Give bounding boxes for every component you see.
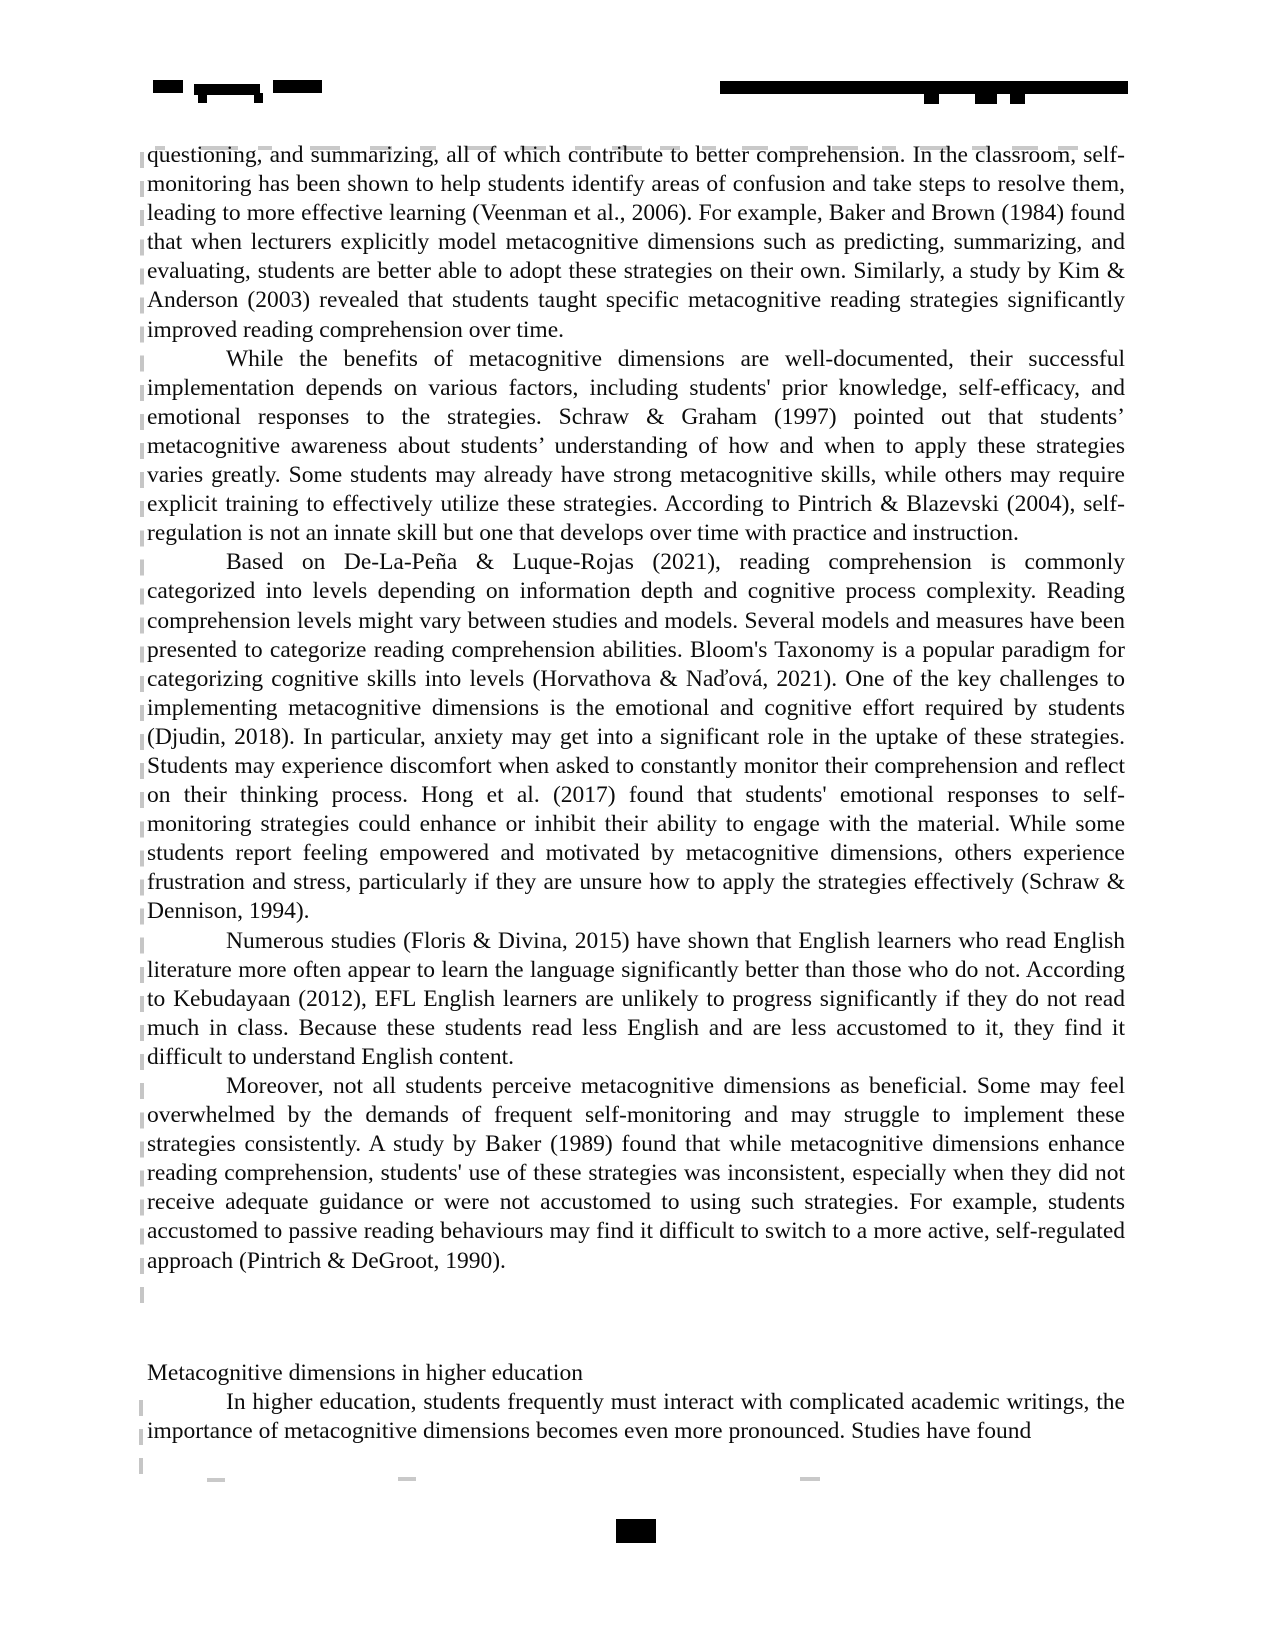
header-redaction-bar-left-1 <box>153 80 183 93</box>
paragraph: In higher education, students frequently must interact with complicated academic writings, the importance of metacognitive dimensions becomes even more pronounced. Studies have found <box>147 1388 1125 1444</box>
header-redaction-bar-left-2 <box>194 84 260 95</box>
section-heading: Metacognitive dimensions in higher education <box>147 1359 583 1386</box>
header-redaction-bar-right <box>720 81 1128 94</box>
paragraph: Numerous studies (Floris & Divina, 2015) have shown that English learners who read English literature more often appear to learn the language significantly better than those who do not. According to Kebudayaan (2012), EFL English learners are unlikely to progress significantly if they do not read much in class. Because these students read less English and are less accustomed to it, they find it difficult to understand English content. <box>147 927 1125 1070</box>
margin-change-marks-bottom <box>139 1400 143 1476</box>
proof-mark-dash <box>800 1477 820 1481</box>
proof-mark-dash <box>207 1478 225 1482</box>
proof-mark-dash <box>398 1477 416 1481</box>
header-redaction-descender-3 <box>924 94 939 104</box>
margin-change-marks <box>140 152 144 1308</box>
paragraph: Moreover, not all students perceive metacognitive dimensions as beneficial. Some may feel overwhelmed by the demands of frequent self-monitoring and may struggle to implement these strategies consistently. A study by Baker (1989) found that while metacognitive dimensions enhance reading comprehension, students' use of these strategies was inconsistent, especially when they did not receive adequate guidance or were not accustomed to using such strategies. For example, students accustomed to passive reading behaviours may find it difficult to switch to a more active, self-regulated approach (Pintrich & DeGroot, 1990). <box>147 1073 1125 1274</box>
header-redaction-bar-left-3 <box>273 80 322 93</box>
header-redaction-descender-5 <box>1010 94 1025 104</box>
header-redaction-descender-4 <box>975 94 997 104</box>
paragraph-continuation: questioning, and summarizing, all of which contribute to better comprehension. In the classroom, self-monitoring has been shown to help students identify areas of confusion and take steps to resolve them, leading to more effective learning (Veenman et al., 2006). For example, Baker and Brown (1984) found that when lecturers explicitly model metacognitive dimensions such as predicting, summarizing, and evaluating, students are better able to adopt these strategies on their own. Similarly, a study by Kim & Anderson (2003) revealed that students taught specific metacognitive reading strategies significantly improved reading comprehension over time. <box>147 142 1125 343</box>
page-number-redaction <box>616 1519 656 1543</box>
paragraph: Based on De-La-Peña & Luque-Rojas (2021), reading comprehension is commonly categorized into levels depending on information depth and cognitive process complexity. Reading comprehension levels might vary between studies and models. Several models and measures have been presented to categorize reading comprehension abilities. Bloom's Taxonomy is a popular paradigm for categorizing cognitive skills into levels (Horvathova & Naďová, 2021). One of the key challenges to implementing metacognitive dimensions is the emotional and cognitive effort required by students (Djudin, 2018). In particular, anxiety may get into a significant role in the uptake of these strategies. Students may experience discomfort when asked to constantly monitor their comprehension and reflect on their thinking process. Hong et al. (2017) found that students' emotional responses to self-monitoring strategies could enhance or inhibit their ability to engage with the material. While some students report feeling empowered and motivated by metacognitive dimensions, others experience frustration and stress, particularly if they are unsure how to apply the strategies effectively (Schraw & Dennison, 1994). <box>147 549 1125 925</box>
header-redaction-descender-1 <box>198 95 207 103</box>
paragraph: While the benefits of metacognitive dimensions are well-documented, their successful implementation depends on various factors, including students' prior knowledge, self-efficacy, and emotional responses to the strategies. Schraw & Graham (1997) pointed out that students’ metacognitive awareness about students’ understanding of how and when to apply these strategies varies greatly. Some students may already have strong metacognitive skills, while others may require explicit training to effectively utilize these strategies. According to Pintrich & Blazevski (2004), self-regulation is not an innate skill but one that develops over time with practice and instruction. <box>147 345 1125 547</box>
body-text <box>147 141 1125 1446</box>
header-redaction-descender-2 <box>254 93 263 103</box>
